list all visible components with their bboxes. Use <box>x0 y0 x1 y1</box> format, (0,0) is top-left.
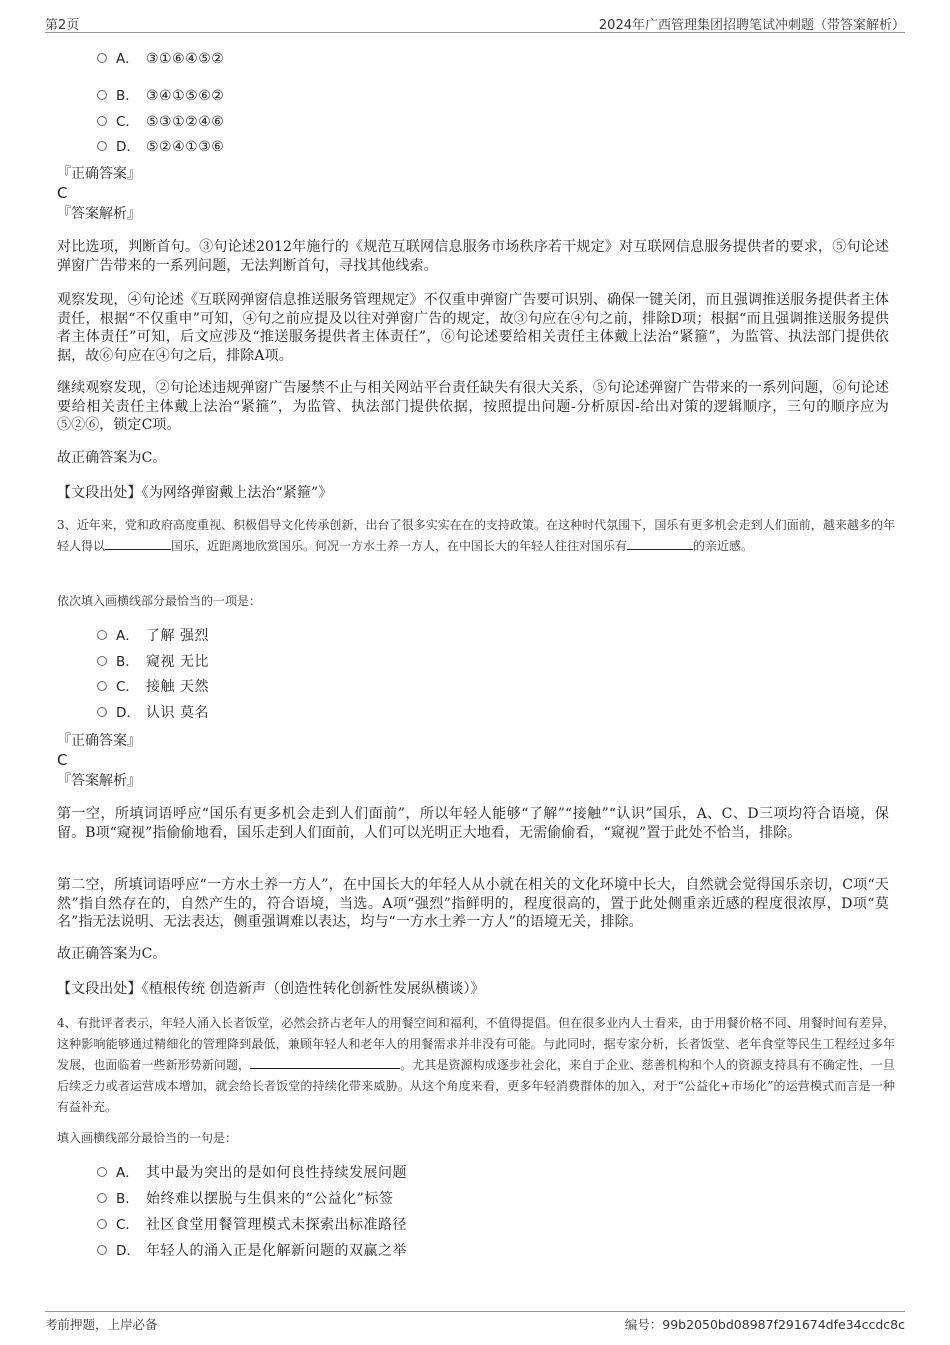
q2-option-b[interactable]: B． ③④①⑤⑥② <box>97 87 224 105</box>
q2-analysis-paragraph: 对比选项，判断首句。③句论述2012年施行的《规范互联网信息服务市场秩序若干规定》对互联网信息服务提供者的要求，⑤句论述弹窗广告带来的一系列问题，无法判断首句，寻找其他线索。 <box>57 239 889 274</box>
q4-option-c[interactable]: C． 社区食堂用餐管理模式未探索出标准路径 <box>97 1216 407 1234</box>
q3-option-c[interactable]: C． 接触 天然 <box>97 678 209 696</box>
q2-answer-label: 『正确答案』 <box>57 166 141 182</box>
q3-analysis-conclusion: 故正确答案为C。 <box>57 946 167 962</box>
radio-icon[interactable] <box>97 1245 107 1255</box>
q2-source: 【文段出处】《为网络弹窗戴上法治“紧箍”》 <box>57 485 333 501</box>
fill-blank <box>105 537 171 550</box>
radio-icon[interactable] <box>97 116 107 126</box>
q4-option-b[interactable]: B． 始终难以摆脱与生俱来的“公益化”标签 <box>97 1190 393 1208</box>
page-number: 第2页 <box>45 18 80 33</box>
radio-icon[interactable] <box>97 630 107 640</box>
q3-analysis-label: 『答案解析』 <box>57 773 141 789</box>
q4-stem: 4、有批评者表示，年轻人涌入长者饭堂，必然会挤占老年人的用餐空间和福利，不值得提倡。但在很多业内人士看来，由于用餐价格不同、用餐时间有差异，这种影响能够通过精细化的管理降到最低，兼顾年轻人和老年人的用餐需求并非没有可能。与此同时，据专家分析，长者饭堂、老年食堂等民生工程经过多年发展，也面临着一些新形势新问题， 。尤其是资源构成逐步社会化，来自于企业、慈善机构和个人的资源支持具有不确定性，一旦后续乏力或者运营成本增加，就会给长者饭堂的持续化带来威胁。从这个角度来看，更多年轻消费群体的加入，对于“公益化+市场化”的运营模式而言是一种有益补充。 <box>57 1016 895 1114</box>
q2-option-d[interactable]: D． ⑤②④①③⑥ <box>97 138 224 156</box>
q4-option-d[interactable]: D． 年轻人的涌入正是化解新问题的双赢之举 <box>97 1242 407 1260</box>
q3-source: 【文段出处】《植根传统 创造新声（创造性转化创新性发展纵横谈）》 <box>57 981 485 997</box>
radio-icon[interactable] <box>97 656 107 666</box>
q3-analysis-paragraph: 第二空，所填词语呼应“一方水土养一方人”，在中国长大的年轻人从小就在相关的文化环境中长大，自然就会觉得国乐亲切，C项“天然”指自然存在的，自然产生的，符合语境，当选。A项“强烈”指鲜明的，程度很高的，置于此处侧重亲近感的程度很浓厚，D项“莫名”指无法说明、无法表达，侧重强调难以表达，均与“一方水土养一方人”的语境无关，排除。 <box>57 877 889 930</box>
q3-analysis-paragraph: 第一空，所填词语呼应“国乐有更多机会走到人们面前”，所以年轻人能够“了解”“接触”“认识”国乐，A、C、D三项均符合语境，保留。B项“窥视”指偷偷地看，国乐走到人们面前，人们可以光明正大地看，无需偷偷看，“窥视”置于此处不恰当，排除。 <box>57 806 889 841</box>
page-header <box>45 14 905 33</box>
q3-stem: 3、近年来，党和政府高度重视、积极倡导文化传承创新，出台了很多实实在在的支持政策。在这种时代氛围下，国乐有更多机会走到人们面前，越来越多的年轻人得以 国乐，近距离地欣赏国乐。何况一方水土养一方人，在中国长大的年轻人往往对国乐有 的亲近感。 <box>57 518 895 553</box>
q2-analysis-paragraph: 观察发现，④句论述《互联网弹窗信息推送服务管理规定》不仅重申弹窗广告要可识别、确保一键关闭，而且强调推送服务提供者主体责任，根据“不仅重申”可知，④句之前应提及以往对弹窗广告的规定，故③句应在④句之前，排除D项；根据“而且强调推送服务提供者主体责任”可知，后文应涉及“推送服务提供者主体责任”，⑥句论述要给相关责任主体戴上法治“紧箍”，为监管、执法部门提供依据，故⑥句应在④句之后，排除A项。 <box>57 292 889 364</box>
radio-icon[interactable] <box>97 53 107 63</box>
q4-prompt: 填入画横线部分最恰当的一句是： <box>57 1131 238 1145</box>
document-title: 2024年广西管理集团招聘笔试冲刺题（带答案解析） <box>598 18 905 33</box>
radio-icon[interactable] <box>97 681 107 691</box>
radio-icon[interactable] <box>97 1167 107 1177</box>
q2-option-c[interactable]: C． ⑤③①②④⑥ <box>97 113 224 131</box>
q3-prompt: 依次填入画横线部分最恰当的一项是： <box>57 594 262 608</box>
radio-icon[interactable] <box>97 90 107 100</box>
radio-icon[interactable] <box>97 1193 107 1203</box>
fill-blank <box>250 1056 400 1069</box>
q3-option-b[interactable]: B． 窥视 无比 <box>97 653 209 671</box>
q3-option-d[interactable]: D． 认识 莫名 <box>97 704 209 722</box>
page-footer <box>45 1311 905 1332</box>
radio-icon[interactable] <box>97 141 107 151</box>
radio-icon[interactable] <box>97 1219 107 1229</box>
q2-analysis-label: 『答案解析』 <box>57 206 141 222</box>
fill-blank <box>627 537 693 550</box>
radio-icon[interactable] <box>97 707 107 717</box>
q2-analysis-paragraph: 继续观察发现，②句论述违规弹窗广告屡禁不止与相关网站平台责任缺失有很大关系，⑤句论述弹窗广告带来的一系列问题，⑥句论述要给相关责任主体戴上法治“紧箍”，为监管、执法部门提供依据，按照提出问题-分析原因-给出对策的逻辑顺序，三句的顺序应为⑤②⑥，锁定C项。 <box>57 380 889 433</box>
q3-answer-label: 『正确答案』 <box>57 733 141 749</box>
q4-option-a[interactable]: A． 其中最为突出的是如何良性持续发展问题 <box>97 1164 407 1182</box>
q3-answer: C <box>57 751 68 769</box>
q3-option-a[interactable]: A． 了解 强烈 <box>97 627 209 645</box>
q2-analysis-conclusion: 故正确答案为C。 <box>57 450 167 466</box>
document-code: 编号：99b2050bd08987f291674dfe34ccdc8c <box>624 1317 905 1332</box>
footer-slogan: 考前押题，上岸必备 <box>45 1317 158 1332</box>
q2-option-a[interactable]: A． ③①⑥④⑤② <box>97 50 224 68</box>
q2-answer: C <box>57 184 68 202</box>
